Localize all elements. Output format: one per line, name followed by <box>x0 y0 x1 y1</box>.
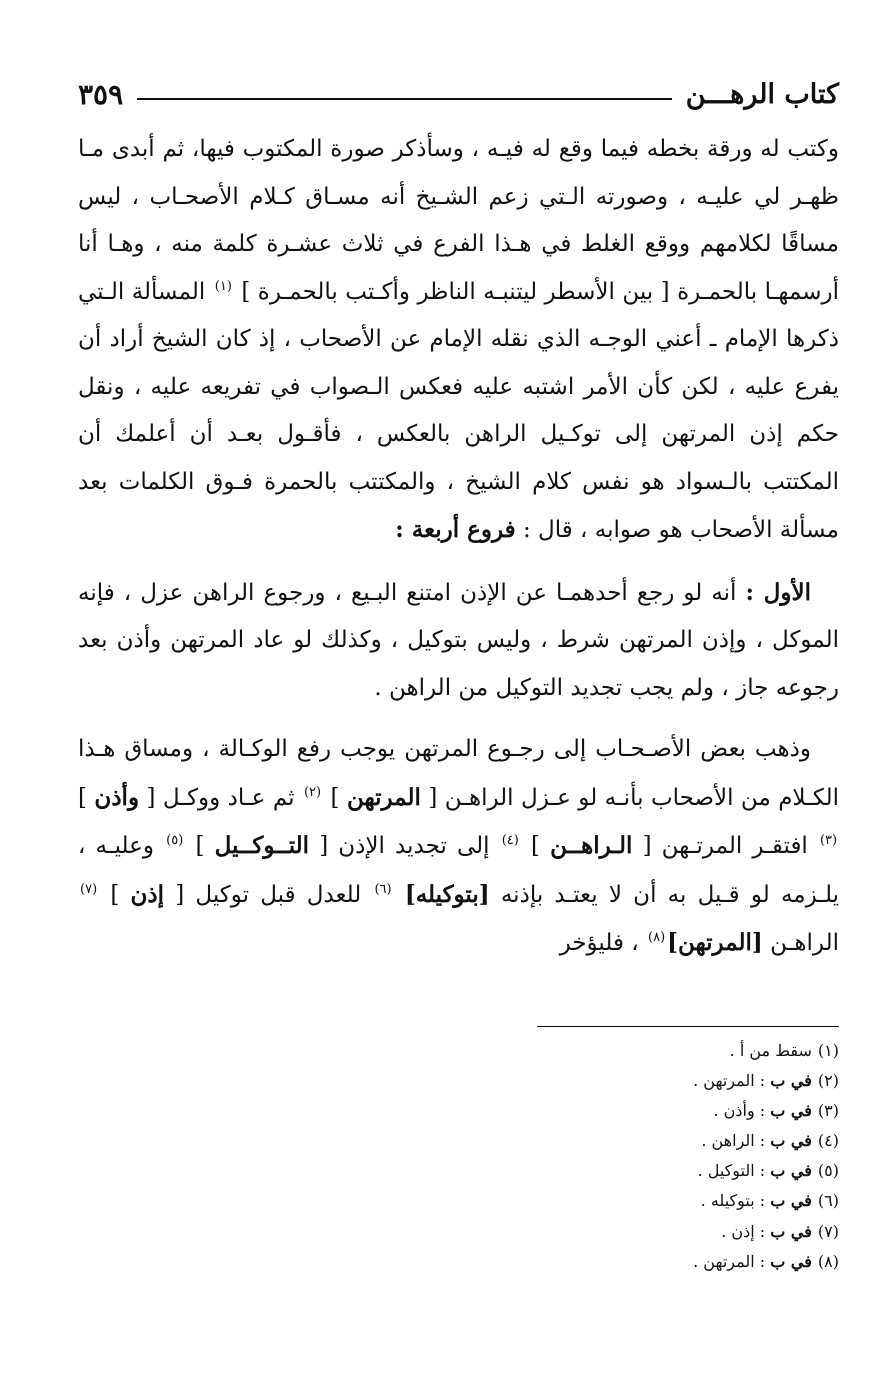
paragraph-1-text-b: المسألة الـتي ذكرها الإمام ـ أعني الوجـه الذي نقله الإمام عن الأصحاب ، إذ كان الشيخ أراد أن يفرع عليه ، لكن كأن الأمر اشتبه عليه فعكس الـصواب في تفريعه عليه ، ونقل حكم إذن المرتهن إلى توكـيل الراهن بالعكس ، فأقـول بعـد أن أعلمك أن المكتتب بالـسواد هو نفس كلام الشيخ ، والمكتتب بالحمرة فـوق الكلمات بعد مسألة الأصحاب هو صوابه ، قال : <box>78 278 839 543</box>
footnote-separator <box>537 1026 839 1027</box>
paragraph-3-text-1: وذهب بعض الأصـحـاب إلى رجـوع المرتهن يوجب رفع الوكـالة ، ومساق هـذا الكـلام من الأصحاب بأنـه لو عـزل الراهـن [ <box>78 736 839 811</box>
footnote-item <box>300 1096 839 1126</box>
page-number: ٣٥٩ <box>78 77 124 111</box>
footnote-number: (٦) <box>817 1191 839 1211</box>
paragraph-3-text-10: للعدل قبل توكيل [ <box>175 881 362 908</box>
bracket: ] <box>530 833 540 859</box>
footnote-ref-8: (٨) <box>648 930 666 946</box>
paragraph-1-text-a: وكتب له ورقة بخطه فيما وقع له فيـه ، وسأذكر صورة المكتوب فيها، ثم أبدى مـا ظهـر لي عليـه ، وصورته الـتي زعم الشـيخ أنه مسـاق كـلام الأصحـاب ، ليس مساقًا لكلامهم ووقع الغلط في هـذا الفرع في ثلاث عشـرة كلمة منه ، وهـا أنا أرسمهـا بالحمـرة [ بين الأسطر ليتنبـه الناظر وأكـتب بالحمـرة ] <box>78 136 840 305</box>
correction-3: الـراهــن <box>550 832 633 859</box>
bracket: ] <box>195 833 205 859</box>
footnote-ref-3: (٣) <box>819 833 838 849</box>
correction-1: المرتهن <box>346 783 421 811</box>
footnote-source: في ب <box>770 1161 812 1181</box>
footnote-item <box>300 1186 839 1216</box>
footnote-item <box>300 1126 839 1156</box>
paragraph-2-text: أنه لو رجع أحدهمـا عن الإذن امتنع البـيع ، ورجوع الراهن عزل ، فإنه الموكل ، وإذن المرتهن شرط ، وليس بتوكيل ، وكذلك لو عاد المرتهن وأذن بعد رجوعه جاز ، ولم يجب تجديد التوكيل من الراهن . <box>78 579 839 701</box>
footnote-text: سقط من أ . <box>729 1041 812 1060</box>
footnote-text: : الراهن . <box>701 1131 766 1151</box>
correction-7: [المرتهن] <box>667 929 763 956</box>
footnote-ref-2: (٢) <box>303 784 322 800</box>
paragraph-3 <box>78 726 839 968</box>
footnote-source: في ب <box>770 1251 812 1271</box>
bracket: ] <box>78 784 87 811</box>
paragraph-1 <box>78 126 839 555</box>
correction-4: التــوكــيل <box>214 832 310 859</box>
footnote-item <box>300 1247 839 1277</box>
footnote-ref-4: (٤) <box>501 833 519 849</box>
paragraph-3-text-12: الراهـن <box>770 930 839 956</box>
footnote-ref-1: (١) <box>214 278 232 294</box>
paragraph-3-text-3: ثم عـاد ووكـل [ <box>146 784 295 811</box>
paragraph-2 <box>78 569 839 713</box>
first-branch-label: الأول : <box>745 578 811 606</box>
footnote-text: : وأذن . <box>713 1101 766 1121</box>
footnote-text: : المرتهن . <box>693 1071 766 1091</box>
footnote-source: في ب <box>770 1071 812 1091</box>
correction-5: [بتوكيله] <box>404 880 490 908</box>
footnote-text: : بتوكيله . <box>700 1191 766 1211</box>
footnote-text: : التوكيل . <box>697 1161 766 1181</box>
footnote-number: (٣) <box>817 1101 839 1121</box>
bracket: ] <box>330 784 340 811</box>
paragraph-3-text-5: افتقـر المرتـهن [ <box>642 833 808 859</box>
footnote-item <box>300 1036 839 1066</box>
bracket: ] <box>110 881 120 908</box>
footnote-ref-6: (٦) <box>374 881 392 897</box>
footnote-ref-7: (٧) <box>80 881 98 897</box>
footnote-number: (٥) <box>817 1161 839 1181</box>
correction-6: إذن <box>130 880 165 908</box>
chapter-title: كتاب الرهـــن <box>685 78 839 110</box>
footnote-item <box>300 1156 839 1186</box>
running-header <box>78 72 839 116</box>
footnotes-list <box>300 1036 839 1277</box>
footnote-number: (٧) <box>817 1221 839 1241</box>
footnote-source: في ب <box>770 1221 812 1241</box>
footnote-text: : المرتهن . <box>693 1251 766 1271</box>
footnote-number: (٨) <box>817 1251 839 1271</box>
correction-2: وأذن <box>94 783 140 811</box>
paragraph-3-text-9: وعليـه ، يلـزمه لو قـيل به أن لا يعتـد بإذنه <box>78 833 840 908</box>
footnote-number: (١) <box>817 1041 839 1060</box>
branches-heading: فروع أربعة : <box>395 516 516 543</box>
paragraph-3-text-7: إلى تجديد الإذن [ <box>319 833 490 859</box>
footnote-text: : إذن . <box>721 1221 766 1241</box>
footnote-ref-5: (٥) <box>166 833 184 849</box>
footnote-number: (٢) <box>817 1071 839 1091</box>
footnote-item <box>300 1217 839 1247</box>
main-text <box>78 126 839 968</box>
footnote-source: في ب <box>770 1131 812 1151</box>
footnote-source: في ب <box>770 1191 812 1211</box>
header-rule <box>137 98 672 100</box>
footnote-number: (٤) <box>817 1131 839 1151</box>
footnote-source: في ب <box>770 1101 812 1121</box>
paragraph-3-text-13: ، فليؤخر <box>559 930 639 956</box>
footnote-item <box>300 1066 839 1096</box>
